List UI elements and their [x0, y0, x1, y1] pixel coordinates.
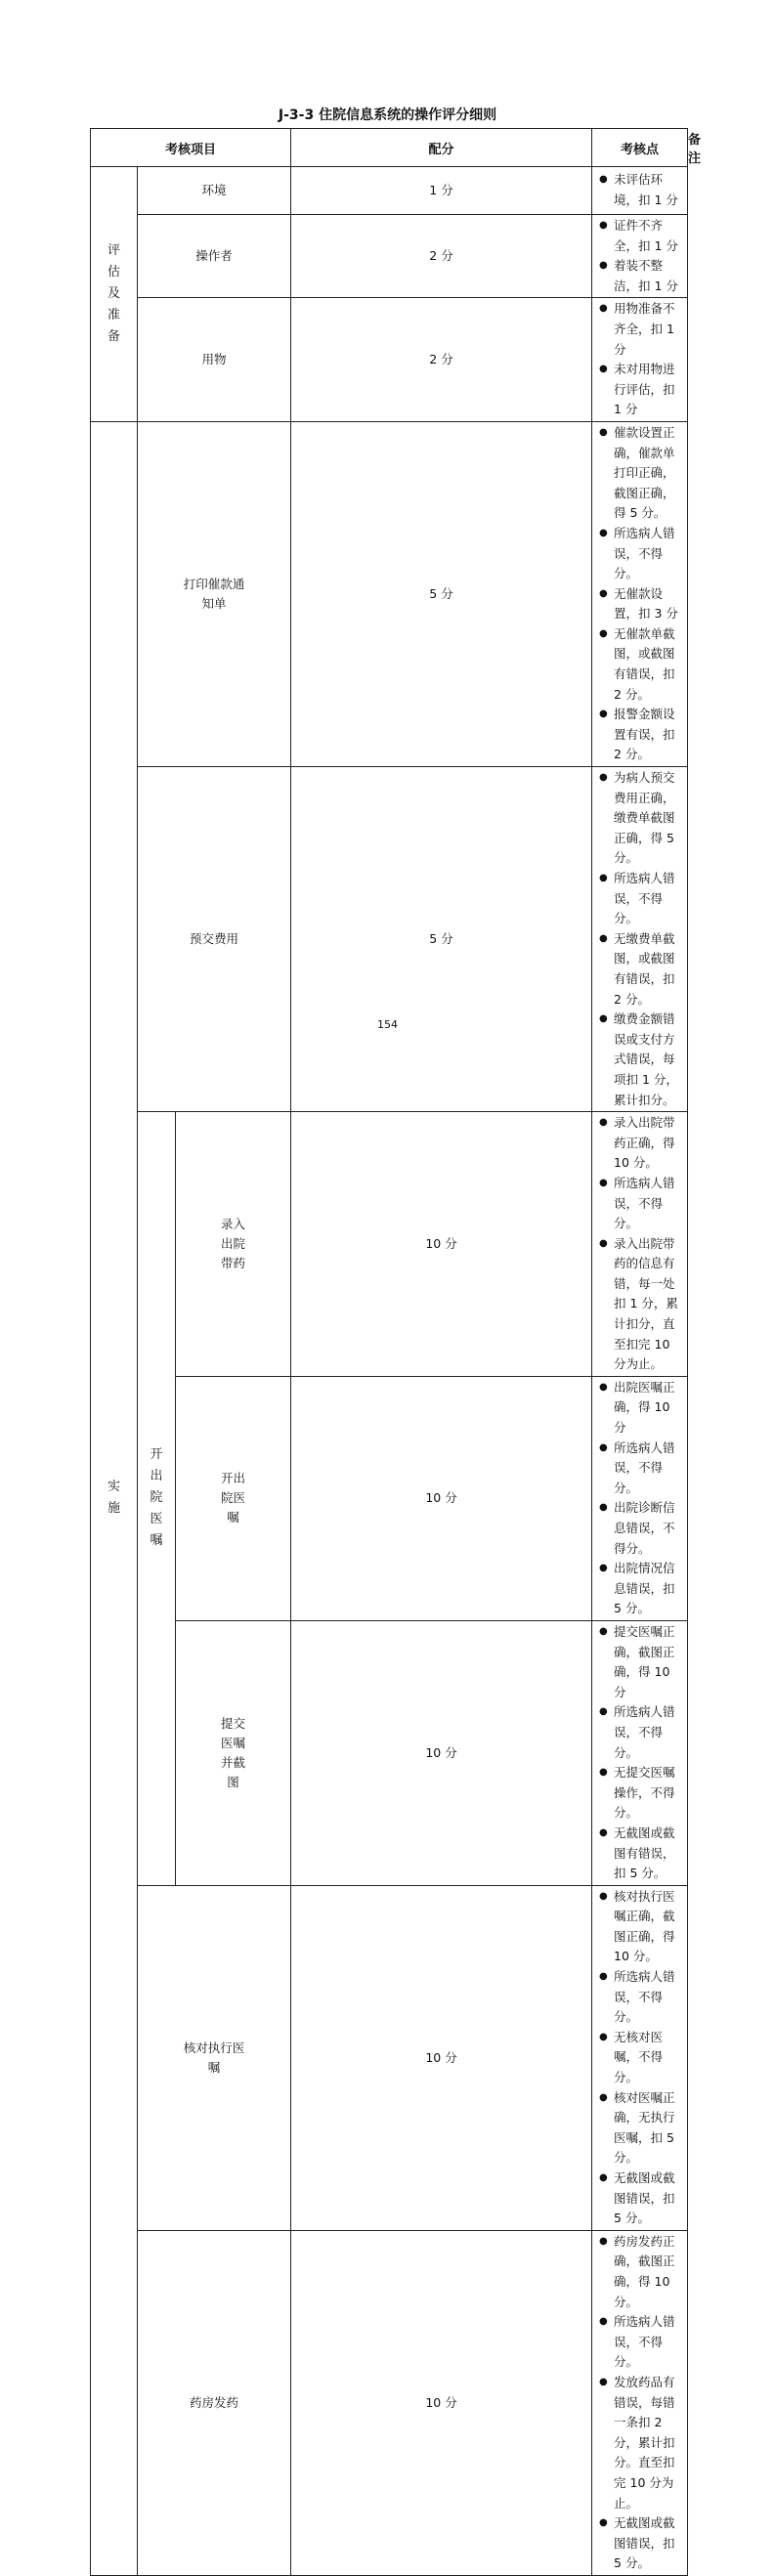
check-point-text: 无截图或截图有错误，扣 5 分。 [614, 1825, 675, 1881]
check-point-text: 出院医嘱正确，得 10 分 [614, 1379, 675, 1436]
check-point-text: 出院情况信息错误，扣 5 分。 [614, 1561, 675, 1616]
item-name-line: 药房发药 [190, 2394, 239, 2410]
table-row [91, 298, 688, 422]
check-point-text: 证件不齐全，扣 1 分 [614, 218, 678, 253]
header-row: 考核项目 配分 考核点 备注 [91, 129, 688, 167]
table-row [91, 2230, 688, 2575]
bullet-icon: ● [599, 260, 608, 272]
check-points [592, 215, 688, 298]
item-name-line: 预交费用 [190, 931, 239, 947]
group-label-char: 院 [150, 1490, 163, 1506]
bullet-icon: ● [599, 364, 608, 375]
bullet-icon: ● [599, 1177, 608, 1188]
score-cell: 10 分 [291, 1376, 592, 1620]
section-label-char: 实 [107, 1480, 120, 1495]
table-row [91, 215, 688, 298]
group-label-char: 医 [150, 1512, 163, 1527]
check-point [598, 216, 681, 256]
check-point [598, 1559, 681, 1619]
section-label-char: 准 [107, 307, 120, 322]
bullet-icon: ● [599, 772, 608, 784]
sub-item-name-line: 开出 [221, 1471, 246, 1486]
sub-item-name-line: 并截 [221, 1754, 246, 1770]
check-point [598, 1113, 681, 1174]
table-row [91, 1376, 688, 1620]
table-row [91, 1112, 688, 1377]
check-point-text: 所选病人错误，不得分。 [614, 1969, 675, 2025]
sub-item-name-line: 带药 [221, 1255, 246, 1270]
score-cell: 10 分 [291, 1885, 592, 2230]
check-point [598, 1498, 681, 1559]
group-label-char: 出 [150, 1469, 163, 1484]
sub-item-name-line: 院医 [221, 1490, 246, 1506]
sub-item-name-line: 提交 [221, 1715, 246, 1731]
sub-item-name [176, 1376, 291, 1620]
check-point [598, 705, 681, 765]
check-point-list [598, 1622, 681, 1884]
check-point [598, 1174, 681, 1234]
check-point [598, 2373, 681, 2513]
check-points [592, 167, 688, 215]
sub-item-name [176, 1620, 291, 1885]
check-point [598, 1887, 681, 1967]
check-point [598, 2513, 681, 2574]
check-point-text: 催款设置正确，催款单打印正确，截图正确，得 5 分。 [614, 424, 675, 521]
check-point [598, 929, 681, 1009]
check-point-text: 无截图或截图错误，扣 5 分。 [614, 2515, 675, 2571]
item-name [138, 1885, 291, 2230]
bullet-icon: ● [599, 1441, 608, 1453]
check-point [598, 1622, 681, 1702]
check-point-text: 所选病人错误，不得分。 [614, 871, 675, 926]
check-point [598, 360, 681, 420]
bullet-icon: ● [599, 2172, 608, 2183]
score-cell: 10 分 [291, 2230, 592, 2575]
bullet-icon: ● [599, 527, 608, 538]
bullet-icon: ● [599, 1706, 608, 1718]
item-name [138, 421, 291, 766]
table-row [91, 421, 688, 766]
bullet-icon: ● [599, 2376, 608, 2387]
item-name: 操作者 [138, 215, 291, 298]
check-points [592, 2230, 688, 2575]
check-point-text: 录入出院带药的信息有错，每一处扣 1 分，累计扣分，直至扣完 10 分为止。 [614, 1235, 678, 1372]
check-point-text: 出院诊断信息错误，不得分。 [614, 1500, 675, 1556]
check-point [598, 2312, 681, 2373]
check-point-list [598, 2232, 681, 2574]
bullet-icon: ● [599, 1625, 608, 1637]
table-row [91, 1885, 688, 2230]
check-point-text: 无提交医嘱操作，不得分。 [614, 1765, 675, 1821]
sub-item-name-line: 图 [227, 1774, 239, 1789]
check-points [592, 1885, 688, 2230]
sub-item-name-line: 出院 [221, 1235, 246, 1251]
check-point-text: 无催款设置，扣 3 分 [614, 585, 678, 622]
score-cell: 10 分 [291, 1620, 592, 1885]
bullet-icon: ● [599, 1971, 608, 1983]
check-point-list [598, 1887, 681, 2229]
header-score: 配分 [291, 129, 592, 167]
check-point [598, 1824, 681, 1884]
bullet-icon: ● [599, 220, 608, 231]
check-point [598, 524, 681, 584]
check-point-text: 所选病人错误，不得分。 [614, 1439, 675, 1495]
item-name-line: 打印催款通 [183, 576, 245, 591]
header-points: 考核点 [592, 129, 688, 167]
check-point [598, 2168, 681, 2229]
section-label-char: 评 [107, 242, 120, 258]
check-point-list [598, 423, 681, 765]
bullet-icon: ● [599, 932, 608, 944]
check-point-text: 所选病人错误，不得分。 [614, 1175, 675, 1231]
check-point [598, 299, 681, 360]
score-cell: 1 分 [291, 167, 592, 215]
section-label-prep [91, 167, 138, 422]
item-name [138, 767, 291, 1112]
scoring-table [90, 128, 702, 2576]
item-name [138, 2230, 291, 2575]
check-point-text: 所选病人错误，不得分。 [614, 525, 675, 581]
bullet-icon: ● [599, 1013, 608, 1025]
check-point [598, 1702, 681, 1763]
check-point-list [598, 170, 681, 210]
table-row [91, 1620, 688, 1885]
check-points [592, 421, 688, 766]
page-number: 154 [377, 1018, 398, 1031]
check-point-text: 用物准备不齐全，扣 1 分 [614, 301, 675, 357]
section-label-char: 施 [107, 1501, 120, 1517]
check-points [592, 1620, 688, 1885]
bullet-icon: ● [599, 1890, 608, 1902]
check-point [598, 869, 681, 929]
sub-item-name [176, 1112, 291, 1377]
check-point-text: 着装不整洁，扣 1 分 [614, 258, 678, 293]
check-point-text: 提交医嘱正确，截图正确，得 10 分 [614, 1623, 675, 1699]
check-point [598, 423, 681, 524]
bullet-icon: ● [599, 1117, 608, 1129]
bullet-icon: ● [599, 587, 608, 599]
check-point-text: 未评估环境，扣 1 分 [614, 172, 678, 207]
check-points [592, 1376, 688, 1620]
check-point [598, 2028, 681, 2088]
table-row [91, 167, 688, 215]
group-label-char: 开 [150, 1447, 163, 1463]
group-label-discharge [138, 1112, 176, 1886]
check-point [598, 584, 681, 624]
check-point-list [598, 768, 681, 1110]
check-point-text: 核对医嘱正确，无执行医嘱，扣 5 分。 [614, 2089, 675, 2166]
check-point [598, 768, 681, 869]
section-label-char: 及 [107, 285, 120, 301]
check-point [598, 256, 681, 296]
check-points [592, 1112, 688, 1377]
sub-item-name-line: 嘱 [227, 1510, 239, 1525]
check-point-text: 所选病人错误，不得分。 [614, 1704, 675, 1760]
check-point-text: 无缴费单截图，或截图有错误，扣 2 分。 [614, 930, 675, 1007]
score-cell: 2 分 [291, 215, 592, 298]
header-item: 考核项目 [91, 129, 291, 167]
section-label-char: 估 [107, 264, 120, 279]
item-name-line: 核对执行医 [183, 2039, 245, 2055]
page-title: J-3-3 住院信息系统的操作评分细则 [278, 107, 497, 123]
check-point [598, 2088, 681, 2168]
bullet-icon: ● [599, 1237, 608, 1249]
check-point [598, 1763, 681, 1824]
check-points [592, 298, 688, 422]
check-point-text: 药房发药正确，截图正确，得 10 分。 [614, 2233, 675, 2309]
bullet-icon: ● [599, 1502, 608, 1514]
check-point-text: 未对用物进行评估，扣 1 分 [614, 362, 675, 417]
check-point-list [598, 299, 681, 420]
check-point-text: 为病人预交费用正确，缴费单截图正确，得 5 分。 [614, 770, 675, 866]
section-label-impl [91, 421, 138, 2575]
check-point-text: 核对执行医嘱正确，截图正确，得 10 分。 [614, 1888, 675, 1964]
check-point [598, 1967, 681, 2028]
bullet-icon: ● [599, 2235, 608, 2247]
check-point-list [598, 216, 681, 296]
bullet-icon: ● [599, 873, 608, 883]
item-name: 用物 [138, 298, 291, 422]
group-label-char: 嘱 [150, 1533, 163, 1549]
table-row [91, 767, 688, 1112]
check-point-text: 缴费金额错误或支付方式错误，每项扣 1 分，累计扣分。 [614, 1011, 678, 1107]
bullet-icon: ● [599, 1563, 608, 1574]
bullet-icon: ● [599, 2316, 608, 2328]
check-point [598, 1438, 681, 1499]
bullet-icon: ● [599, 426, 608, 438]
bullet-icon: ● [599, 2031, 608, 2042]
bullet-icon: ● [599, 1826, 608, 1838]
item-name-line: 嘱 [207, 2059, 221, 2075]
score-cell: 2 分 [291, 298, 592, 422]
bullet-icon: ● [599, 627, 608, 639]
bullet-icon: ● [599, 303, 608, 315]
check-point-text: 无催款单截图，或截图有错误，扣 2 分。 [614, 625, 675, 702]
score-cell: 5 分 [291, 767, 592, 1112]
check-point-text: 无截图或截图错误，扣 5 分。 [614, 2170, 675, 2226]
bullet-icon: ● [599, 2091, 608, 2103]
score-cell: 10 分 [291, 1112, 592, 1377]
bullet-icon: ● [599, 1381, 608, 1393]
sub-item-name-line: 录入 [221, 1216, 246, 1231]
check-point-list [598, 1113, 681, 1375]
check-point [598, 1378, 681, 1438]
check-point-list [598, 1378, 681, 1619]
check-point-text: 发放药品有错误，每错一条扣 2 分，累计扣分。直至扣完 10 分为止。 [614, 2374, 675, 2511]
check-point [598, 2232, 681, 2312]
check-point-text: 录入出院带药正确，得 10 分。 [614, 1115, 675, 1171]
check-point-text: 无核对医嘱，不得分。 [614, 2029, 664, 2085]
check-point [598, 1234, 681, 1375]
bullet-icon: ● [599, 174, 608, 186]
score-cell: 5 分 [291, 421, 592, 766]
check-points [592, 767, 688, 1112]
check-point [598, 170, 681, 210]
check-point-text: 报警金额设置有误，扣 2 分。 [614, 707, 675, 762]
item-name-line: 知单 [201, 595, 227, 611]
bullet-icon: ● [599, 1767, 608, 1779]
bullet-icon: ● [599, 708, 608, 720]
check-point [598, 624, 681, 705]
section-label-char: 备 [107, 328, 120, 344]
item-name: 环境 [138, 167, 291, 215]
check-point-text: 所选病人错误，不得分。 [614, 2314, 675, 2370]
sub-item-name-line: 医嘱 [221, 1735, 246, 1750]
bullet-icon: ● [599, 2517, 608, 2529]
